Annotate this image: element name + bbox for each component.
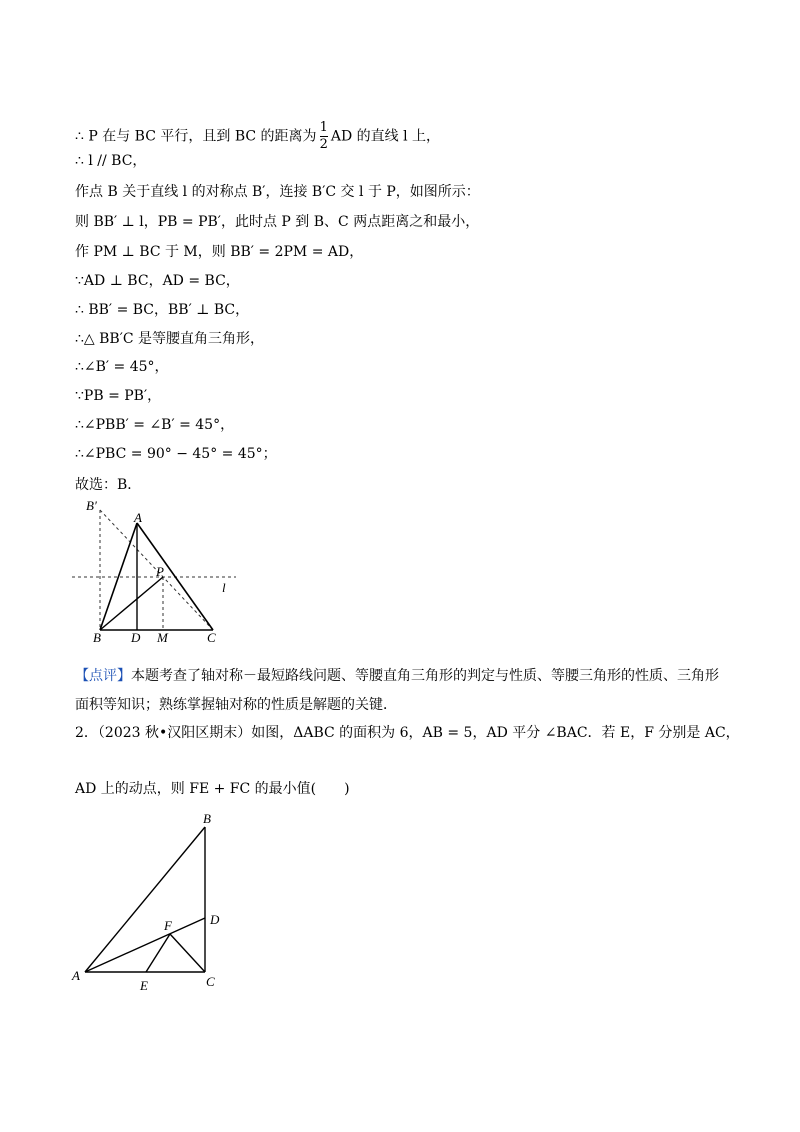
figure-1-diagram: [65, 495, 245, 645]
solution-line-4: 则 BB′ ⊥ l，PB = PB′，此时点 P 到 B、C 两点距离之和最小，: [75, 214, 480, 230]
line-1-part-b: AD 的直线 l 上，: [330, 128, 441, 145]
label-c: C: [207, 630, 216, 645]
line-1-part-a: ∴ P 在与 BC 平行，且到 BC 的距离为: [75, 128, 317, 145]
solution-line-13: 故选：B．: [75, 477, 142, 493]
fraction-one-half: $\frac{1}{2}$: [319, 120, 328, 152]
solution-line-2: ∴ l // BC，: [75, 153, 147, 169]
comment-line-1: [75, 665, 719, 685]
solution-line-8: ∴△ BB′C 是等腰直角三角形，: [75, 331, 265, 347]
label2-d: D: [210, 912, 220, 927]
label2-e: E: [140, 978, 148, 993]
label-b-prime: B′: [86, 498, 97, 513]
label-l: l: [222, 580, 226, 595]
solution-line-10: ∵PB = PB′，: [75, 388, 162, 404]
label2-c: C: [206, 974, 215, 989]
label-a: A: [134, 510, 142, 525]
problem-2-line-1: 2．（2023 秋•汉阳区期末）如图，ΔABC 的面积为 6，AB = 5，AD 平分 ∠BAC．若 E，F 分别是 AC，: [75, 725, 740, 741]
comment-tag: 【点评】: [75, 668, 131, 684]
solution-line-9: ∴∠B′ = 45°，: [75, 359, 169, 375]
label2-a: A: [72, 968, 80, 983]
solution-line-6: ∵AD ⊥ BC，AD = BC，: [75, 273, 240, 289]
label2-b: B: [203, 811, 211, 826]
solution-line-5: 作 PM ⊥ BC 于 M，则 BB′ = 2PM = AD，: [75, 244, 364, 260]
label-m: M: [157, 630, 168, 645]
solution-line-11: ∴∠PBB′ = ∠B′ = 45°，: [75, 417, 235, 433]
label2-f: F: [164, 918, 172, 933]
problem-2-line-2: AD 上的动点，则 FE + FC 的最小值( ): [75, 781, 350, 797]
label-b: B: [93, 630, 101, 645]
comment-text-1: 本题考查了轴对称－最短路线问题、等腰直角三角形的判定与性质、等腰三角形的性质、三角形: [131, 668, 719, 684]
solution-line-7: ∴ BB′ = BC，BB′ ⊥ BC，: [75, 302, 250, 318]
solution-line-12: ∴∠PBC = 90° − 45° = 45°；: [75, 446, 277, 462]
comment-line-2: 面积等知识；熟练掌握轴对称的性质是解题的关键．: [75, 697, 397, 713]
solution-line-1: [75, 120, 440, 153]
label-p: P: [156, 564, 164, 579]
figure-2-diagram: [65, 805, 235, 995]
label-d: D: [131, 630, 141, 645]
solution-line-3: 作点 B 关于直线 l 的对称点 B′，连接 B′C 交 l 于 P，如图所示：: [75, 184, 480, 200]
